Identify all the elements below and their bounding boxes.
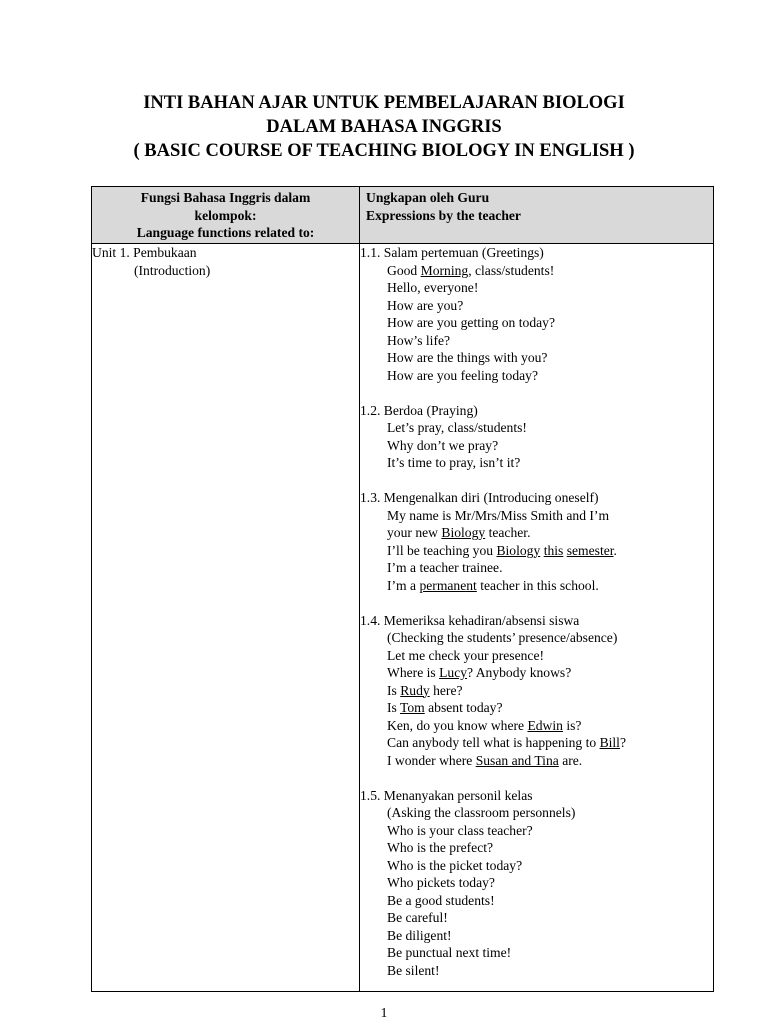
underlined-word: semester (566, 542, 614, 558)
expressions-cell (360, 244, 714, 992)
unit-cell (92, 244, 360, 992)
title-line-2: DALAM BAHASA INGGRIS (266, 117, 502, 137)
document-title (0, 91, 768, 163)
text-segment: Be diligent! (387, 927, 452, 943)
header-left-line: Fungsi Bahasa Inggris dalam (140, 190, 311, 205)
expression-line (360, 822, 713, 840)
expression-line (360, 927, 713, 945)
underlined-word: Tom (399, 700, 425, 715)
expression-line (360, 647, 713, 665)
text-segment: How are the things with you? (387, 350, 548, 365)
header-left-line: kelompok: (194, 207, 257, 223)
expression-line (360, 944, 713, 962)
expression-line (360, 699, 713, 717)
text-segment: Be punctual next time! (387, 945, 512, 960)
text-segment: Hello, everyone! (387, 280, 479, 295)
header-right-line: Expressions by the teacher (366, 207, 521, 223)
unit-label: Unit 1. Pembukaan (92, 245, 197, 260)
expression-section (360, 244, 713, 384)
section-heading: 1.5. Menanyakan personil kelas (360, 787, 533, 803)
text-segment: teacher. (485, 525, 531, 540)
expression-line (360, 437, 713, 455)
text-segment: ? (619, 735, 627, 750)
text-segment: Is (387, 700, 400, 715)
header-left-line: Language functions related to: (136, 225, 315, 240)
underlined-word: Edwin (527, 717, 563, 733)
text-segment: Can anybody tell what is happening to (387, 735, 600, 750)
expression-line (360, 804, 713, 822)
expression-line (360, 524, 713, 542)
text-segment: Who is the prefect? (387, 840, 494, 855)
title-line-1: INTI BAHAN AJAR UNTUK PEMBELAJARAN BIOLOGI (143, 93, 625, 113)
text-segment: . (613, 542, 617, 558)
text-segment: Who is the picket today? (387, 857, 523, 873)
expression-section (360, 612, 713, 770)
text-segment: Who is your class teacher? (387, 822, 533, 838)
section-heading: 1.1. Salam pertemuan (Greetings) (360, 245, 544, 260)
text-segment: Be a good students! (387, 892, 495, 908)
header-right-line: Ungkapan oleh Guru (366, 190, 490, 205)
underlined-word: Biology (441, 525, 486, 540)
expression-line (360, 752, 713, 770)
table-header-row (92, 187, 714, 244)
expression-line (360, 857, 713, 875)
text-segment: Be careful! (387, 910, 448, 925)
expression-line (360, 839, 713, 857)
section-heading: 1.3. Mengenalkan diri (Introducing oneself) (360, 490, 599, 505)
underlined-word: Morning (420, 262, 469, 278)
text-segment: Let me check your presence! (387, 647, 544, 663)
underlined-word: this (543, 542, 564, 558)
text-segment: , class/students! (468, 262, 555, 278)
text-segment: Be silent! (387, 962, 440, 978)
expression-section (360, 787, 713, 980)
title-line-3: ( BASIC COURSE OF TEACHING BIOLOGY IN ENGLISH ) (133, 141, 635, 161)
text-segment: Ken, do you know where (387, 717, 528, 733)
expression-line (360, 962, 713, 980)
expression-line (360, 909, 713, 927)
expression-line (360, 297, 713, 315)
text-segment: Who pickets today? (387, 875, 495, 890)
expression-line (360, 682, 713, 700)
underlined-word: Biology (496, 542, 541, 558)
text-segment: is? (562, 717, 582, 733)
text-segment: How are you? (387, 297, 464, 313)
text-segment: Let’s pray, class/students! (387, 420, 527, 435)
text-segment: Good (387, 262, 421, 278)
text-segment: (Checking the students’ presence/absence) (387, 630, 618, 645)
expression-section (360, 489, 713, 594)
text-segment: are. (558, 752, 583, 768)
expression-line (360, 559, 713, 577)
expression-sections (360, 244, 713, 979)
expression-line (360, 734, 713, 752)
text-segment: Where is (387, 665, 440, 680)
expression-line (360, 349, 713, 367)
expression-line (360, 874, 713, 892)
unit-sublabel: (Introduction) (134, 262, 211, 278)
text-segment: (Asking the classroom personnels) (387, 805, 576, 820)
text-segment: I’m a teacher trainee. (387, 560, 503, 575)
text-segment: How are you feeling today? (387, 367, 538, 383)
expression-line (360, 279, 713, 297)
text-segment: Is (387, 682, 401, 698)
text-segment: Why don’t we pray? (387, 437, 499, 453)
text-segment: absent today? (424, 700, 503, 715)
page-number: 1 (380, 1006, 388, 1021)
expression-line (360, 542, 713, 560)
text-segment: How are you getting on today? (387, 315, 555, 330)
text-segment: My name is Mr/Mrs/Miss Smith and I’m (387, 507, 610, 523)
text-segment: How’s life? (387, 332, 451, 348)
expression-line (360, 892, 713, 910)
header-expressions (360, 187, 714, 244)
expression-line (360, 664, 713, 682)
underlined-word: Bill (599, 735, 620, 750)
expression-line (360, 262, 713, 280)
text-segment: I wonder where (387, 752, 476, 768)
expression-line (360, 577, 713, 595)
expression-line (360, 332, 713, 350)
underlined-word: Susan and Tina (475, 752, 559, 768)
expression-line (360, 419, 713, 437)
expression-line (360, 367, 713, 385)
underlined-word: Rudy (400, 682, 430, 698)
underlined-word: Lucy (439, 665, 468, 680)
text-segment: I’ll be teaching you (387, 542, 497, 558)
text-segment: I’m a (387, 577, 420, 593)
underlined-word: permanent (419, 577, 477, 593)
table-row (92, 244, 714, 992)
expression-line (360, 454, 713, 472)
header-language-functions (92, 187, 360, 244)
text-segment: ? Anybody knows? (467, 665, 572, 680)
text-segment: here? (429, 682, 463, 698)
expression-section (360, 402, 713, 472)
expression-line (360, 629, 713, 647)
text-segment: teacher in this school. (476, 577, 599, 593)
section-heading: 1.4. Memeriksa kehadiran/absensi siswa (360, 612, 580, 628)
text-segment: your new (387, 525, 442, 540)
text-segment: It’s time to pray, isn’t it? (387, 455, 521, 470)
expression-line (360, 314, 713, 332)
expression-line (360, 507, 713, 525)
expression-line (360, 717, 713, 735)
language-functions-table (91, 186, 714, 992)
section-heading: 1.2. Berdoa (Praying) (360, 402, 478, 418)
